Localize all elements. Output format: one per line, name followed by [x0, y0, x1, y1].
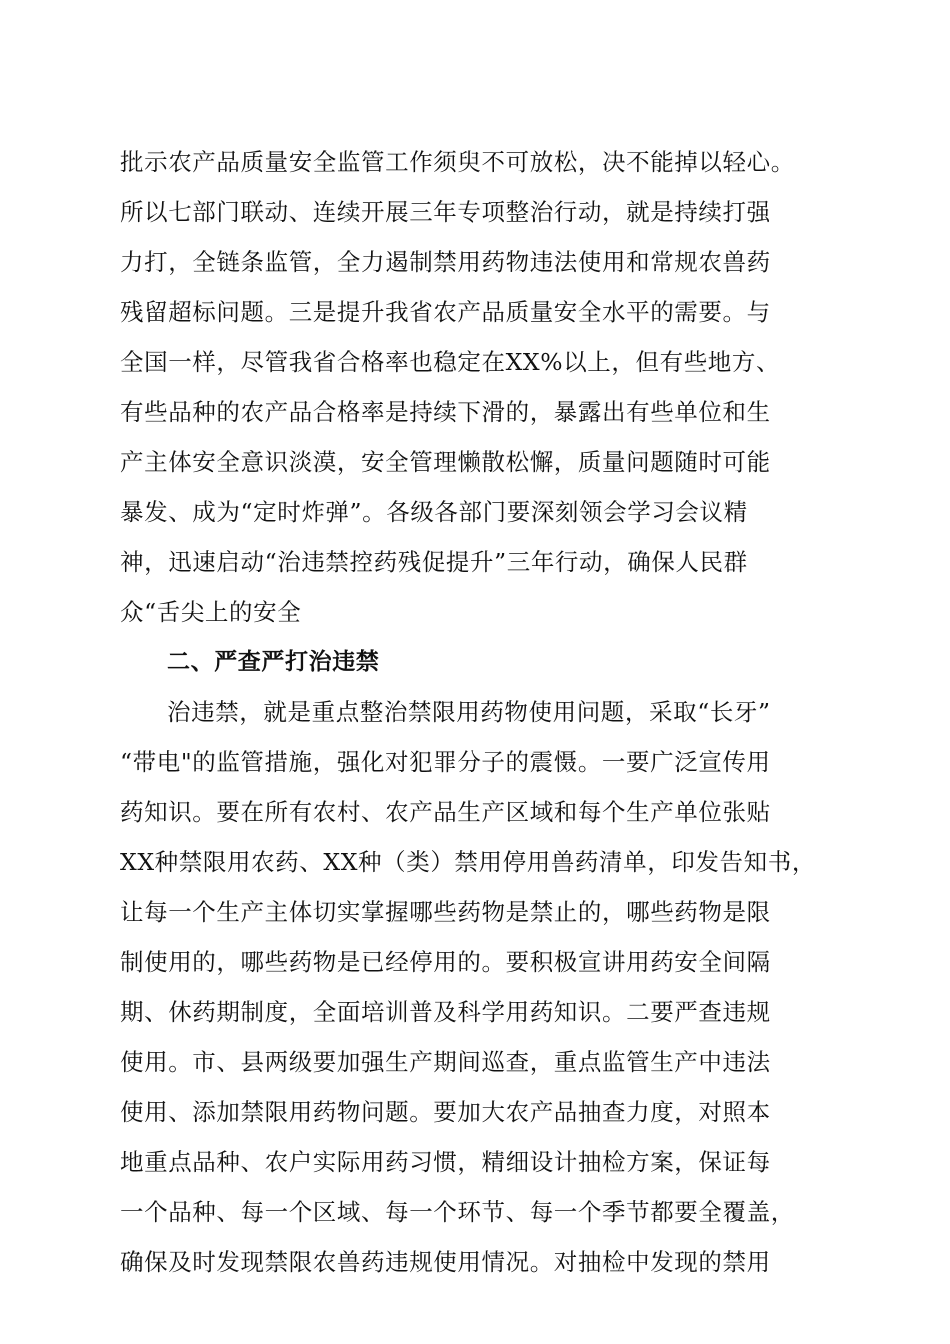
paragraph-line: 期、休药期制度，全面培训普及科学用药知识。二要严查违规	[120, 998, 771, 1026]
paragraph-line: 使用。市、县两级要加强生产期间巡查，重点监管生产中违法	[120, 1048, 771, 1076]
paragraph-line: 制使用的，哪些药物是已经停用的。要积极宣讲用药安全间隔	[120, 948, 771, 976]
paragraph-line: 力打，全链条监管，全力遏制禁用药物违法使用和常规农兽药	[120, 248, 771, 276]
paragraph-line: 让每一个生产主体切实掌握哪些药物是禁止的，哪些药物是限	[120, 898, 771, 926]
section-heading: 二、严查严打治违禁	[167, 649, 380, 675]
paragraph-line: “带电"的监管措施，强化对犯罪分子的震慑。一要广泛宣传用	[120, 748, 771, 776]
paragraph-line: 治违禁，就是重点整治禁限用药物使用问题，采取“长牙”	[167, 698, 771, 726]
paragraph-line: 有些品种的农产品合格率是持续下滑的，暴露出有些单位和生	[120, 398, 771, 426]
paragraph-line: 所以七部门联动、连续开展三年专项整治行动，就是持续打强	[120, 198, 771, 226]
paragraph-line: 残留超标问题。三是提升我省农产品质量安全水平的需要。与	[120, 298, 771, 326]
paragraph-line: 全国一样，尽管我省合格率也稳定在XX%以上，但有些地方、	[120, 348, 781, 376]
paragraph-line: 神，迅速启动“治违禁控药残促提升”三年行动，确保人民群	[120, 548, 748, 576]
paragraph-line: 确保及时发现禁限农兽药违规使用情况。对抽检中发现的禁用	[120, 1248, 771, 1276]
paragraph-line: 一个品种、每一个区域、每一个环节、每一个季节都要全覆盖，	[120, 1198, 795, 1226]
paragraph-line: 批示农产品质量安全监管工作须臾不可放松，决不能掉以轻心。	[120, 148, 795, 176]
paragraph-line: 药知识。要在所有农村、农产品生产区域和每个生产单位张贴	[120, 798, 771, 826]
paragraph-line: 地重点品种、农户实际用药习惯，精细设计抽检方案，保证每	[120, 1148, 771, 1176]
paragraph-line: 众“舌尖上的安全	[120, 598, 302, 626]
paragraph-line: 产主体安全意识淡漠，安全管理懒散松懈，质量问题随时可能	[120, 448, 771, 476]
paragraph-line: XX种禁限用农药、XX种（类）禁用停用兽药清单，印发告知书，	[120, 848, 816, 876]
paragraph-line: 使用、添加禁限用药物问题。要加大农产品抽查力度，对照本	[120, 1098, 771, 1126]
paragraph-line: 暴发、成为“定时炸弹”。各级各部门要深刻领会学习会议精	[120, 498, 748, 526]
